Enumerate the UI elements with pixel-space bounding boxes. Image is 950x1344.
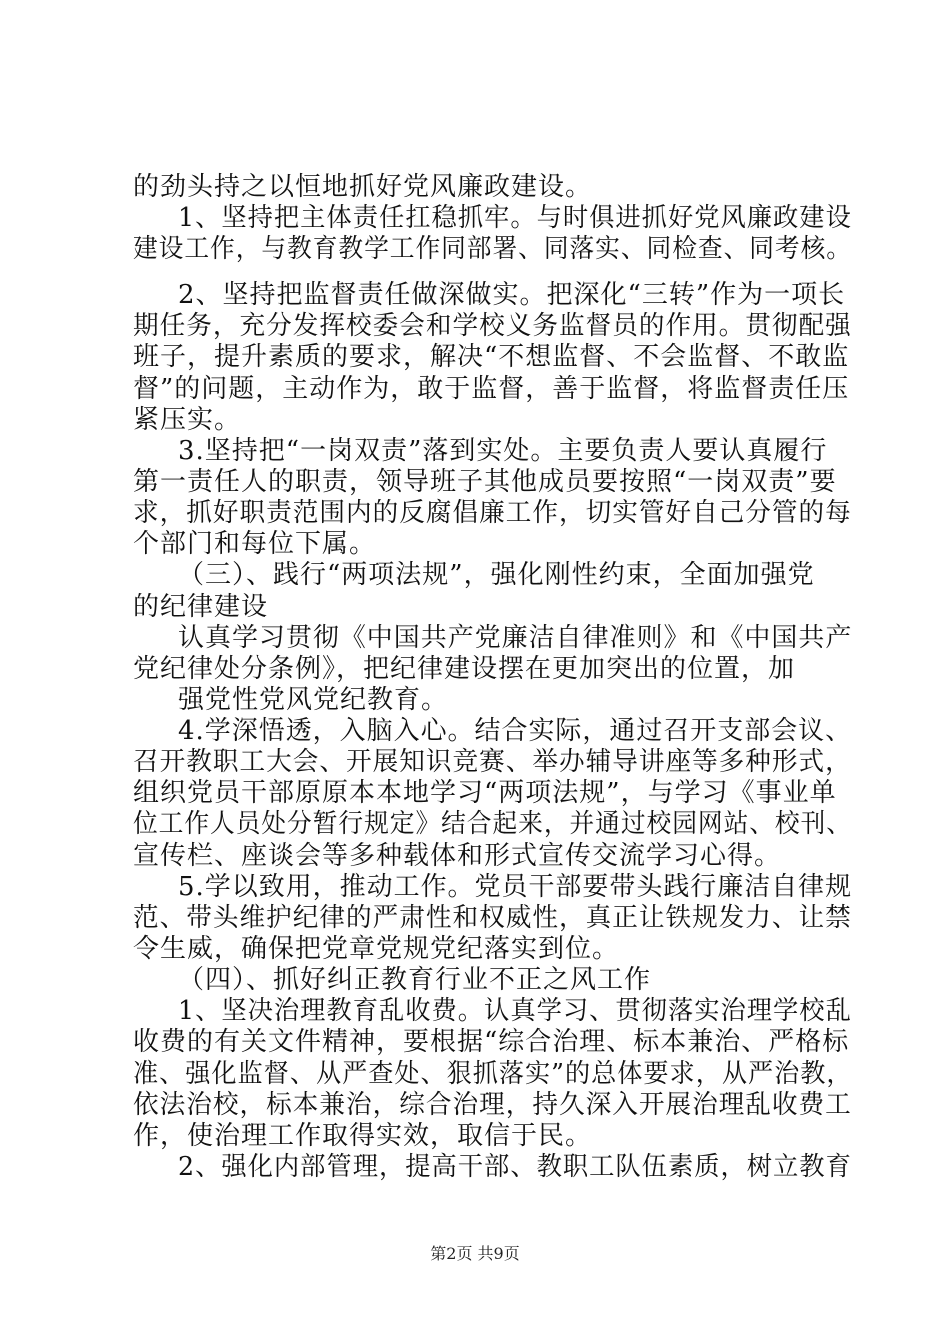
text-line: 宣传栏、座谈会等多种载体和形式宣传交流学习心得。 [133,841,782,871]
text-line: 依法治校，标本兼治，综合治理，持久深入开展治理乱收费工 [133,1090,852,1120]
text-line: 个部门和每位下属。 [133,529,377,559]
text-line: 令生威，确保把党章党规党纪落实到位。 [133,934,620,964]
text-line: 强党性党风党纪教育。 [178,685,449,715]
text-line: 准、强化监督、从严查处、狠抓落实”的总体要求，从严治教， [133,1059,853,1089]
text-line: 范、带头维护纪律的严肃性和权威性，真正让铁规发力、让禁 [133,903,852,933]
text-line: 1、坚决治理教育乱收费。认真学习、贯彻落实治理学校乱 [178,996,852,1026]
text-line: 紧压实。 [133,405,242,435]
text-line: 3.坚持把“一岗双责”落到实处。主要负责人要认真履行 [178,436,828,466]
text-line: 作，使治理工作取得实效，取信于民。 [133,1121,593,1151]
text-line: 2、坚持把监督责任做深做实。把深化“三转”作为一项长 [178,280,846,310]
text-line: 班子，提升素质的要求，解决“不想监督、不会监督、不敢监 [133,342,850,372]
text-line: 第一责任人的职责，领导班子其他成员要按照“一岗双责”要 [133,467,837,497]
text-line: 收费的有关文件精神，要根据“综合治理、标本兼治、严格标 [133,1027,850,1057]
text-line: 期任务，充分发挥校委会和学校义务监督员的作用。贯彻配强 [133,311,852,341]
text-line: 4.学深悟透，入脑入心。结合实际，通过召开支部会议、 [178,716,853,746]
text-line: 2、强化内部管理，提高干部、教职工队伍素质，树立教育 [178,1152,852,1182]
section-heading: （四）、抓好纠正教育行业不正之风工作 [178,965,652,995]
text-line: 党纪律处分条例》，把纪律建设摆在更加突出的位置，加 [133,654,796,684]
text-line: 督”的问题，主动作为，敢于监督，善于监督，将监督责任压 [133,374,850,404]
text-line: 的劲头持之以恒地抓好党风廉政建设。 [133,172,593,202]
text-line: 位工作人员处分暂行规定》结合起来，并通过校园网站、校刊、 [133,809,852,839]
text-line: 求，抓好职责范围内的反腐倡廉工作，切实管好自己分管的每 [133,498,852,528]
text-line: 召开教职工大会、开展知识竞赛、举办辅导讲座等多种形式， [133,747,852,777]
text-line: 认真学习贯彻《中国共产党廉洁自律准则》和《中国共产 [178,623,853,653]
text-line: 组织党员干部原原本本地学习“两项法规”，与学习《事业单 [133,778,837,808]
section-heading: 的纪律建设 [133,592,269,622]
page-number-footer: 第2页 共9页 [430,1244,520,1263]
text-line: 建设工作，与教育教学工作同部署、同落实、同检查、同考核。 [133,234,852,264]
text-line: 5.学以致用，推动工作。党员干部要带头践行廉洁自律规 [178,872,853,902]
section-heading: （三）、践行“两项法规”，强化刚性约束，全面加强党 [178,560,815,590]
text-line: 1、坚持把主体责任扛稳抓牢。与时俱进抓好党风廉政建设 [178,203,852,233]
